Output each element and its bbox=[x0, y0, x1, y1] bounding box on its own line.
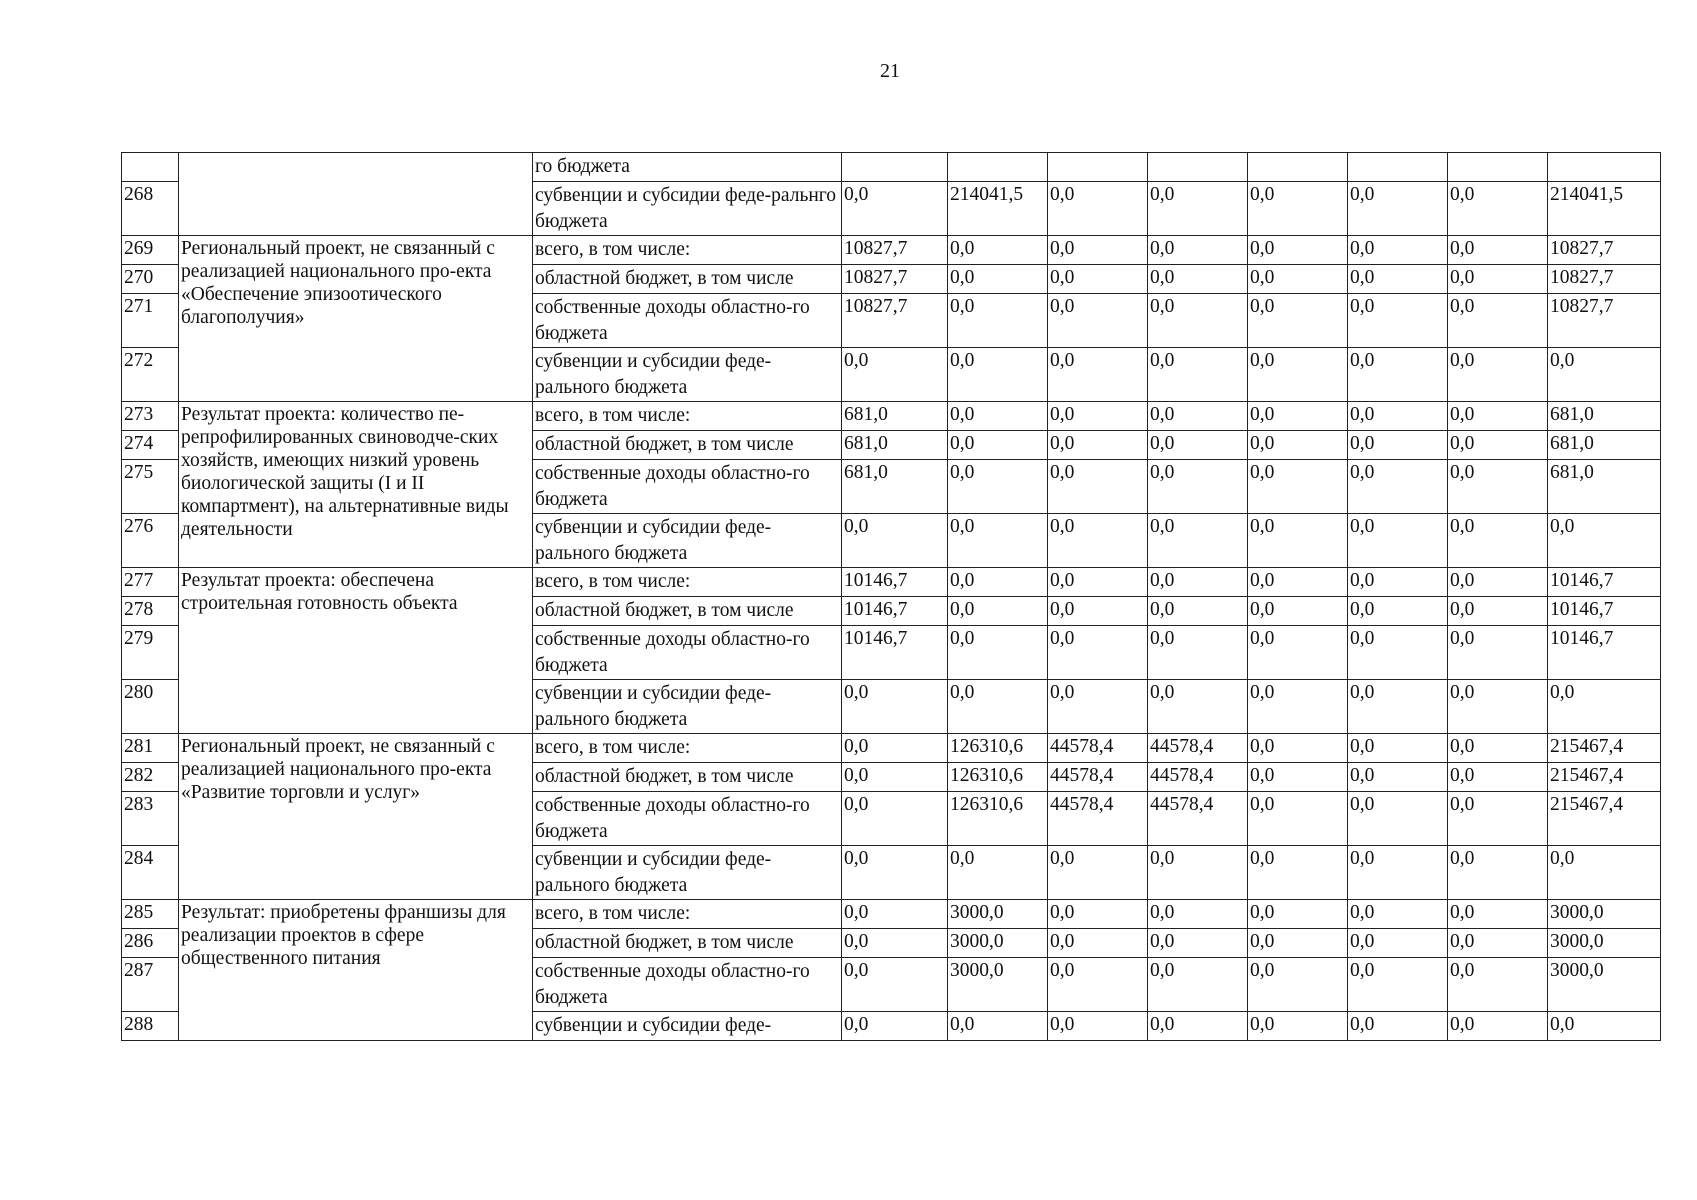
value-cell: 0,0 bbox=[1548, 680, 1661, 734]
table-row bbox=[122, 153, 1661, 182]
value-cell: 3000,0 bbox=[948, 900, 1048, 929]
value-cell: 0,0 bbox=[1248, 626, 1348, 680]
value-cell: 0,0 bbox=[842, 734, 948, 763]
value-cell: 0,0 bbox=[1348, 294, 1448, 348]
value-cell: 215467,4 bbox=[1548, 792, 1661, 846]
description-cell: Региональный проект, не связанный с реализацией национального про-екта «Обеспечение эпизоотического благополучия» bbox=[179, 236, 533, 402]
value-cell: 0,0 bbox=[842, 900, 948, 929]
value-cell: 0,0 bbox=[948, 265, 1048, 294]
value-cell: 44578,4 bbox=[1148, 792, 1248, 846]
value-cell: 0,0 bbox=[948, 597, 1048, 626]
value-cell: 0,0 bbox=[842, 1012, 948, 1041]
value-cell: 44578,4 bbox=[1148, 763, 1248, 792]
funding-source-cell: всего, в том числе: bbox=[533, 900, 842, 929]
value-cell: 10146,7 bbox=[842, 597, 948, 626]
value-cell: 10146,7 bbox=[1548, 568, 1661, 597]
value-cell: 0,0 bbox=[1248, 568, 1348, 597]
value-cell: 0,0 bbox=[1348, 182, 1448, 236]
value-cell: 0,0 bbox=[1048, 182, 1148, 236]
value-cell: 681,0 bbox=[842, 431, 948, 460]
value-cell: 0,0 bbox=[1148, 460, 1248, 514]
value-cell: 0,0 bbox=[1148, 514, 1248, 568]
value-cell: 0,0 bbox=[1548, 846, 1661, 900]
value-cell: 0,0 bbox=[1148, 236, 1248, 265]
value-cell: 0,0 bbox=[1248, 431, 1348, 460]
row-number-cell: 286 bbox=[122, 929, 179, 958]
value-cell: 0,0 bbox=[948, 846, 1048, 900]
value-cell: 44578,4 bbox=[1048, 763, 1148, 792]
value-cell: 681,0 bbox=[842, 402, 948, 431]
value-cell: 0,0 bbox=[1148, 929, 1248, 958]
value-cell: 0,0 bbox=[1048, 958, 1148, 1012]
value-cell: 0,0 bbox=[1048, 294, 1148, 348]
value-cell: 0,0 bbox=[1448, 568, 1548, 597]
value-cell: 0,0 bbox=[1548, 1012, 1661, 1041]
table-row bbox=[122, 236, 1661, 265]
description-cell: Результат: приобретены франшизы для реализации проектов в сфере общественного питания bbox=[179, 900, 533, 1041]
value-cell: 0,0 bbox=[842, 958, 948, 1012]
value-cell bbox=[842, 153, 948, 182]
value-cell: 0,0 bbox=[1048, 929, 1148, 958]
value-cell: 0,0 bbox=[1248, 792, 1348, 846]
value-cell: 0,0 bbox=[842, 846, 948, 900]
value-cell: 0,0 bbox=[1048, 236, 1148, 265]
value-cell: 10146,7 bbox=[842, 626, 948, 680]
funding-source-cell: областной бюджет, в том числе bbox=[533, 929, 842, 958]
value-cell: 0,0 bbox=[948, 294, 1048, 348]
row-number-cell: 287 bbox=[122, 958, 179, 1012]
value-cell: 0,0 bbox=[1248, 900, 1348, 929]
value-cell: 0,0 bbox=[1248, 929, 1348, 958]
value-cell: 0,0 bbox=[1048, 846, 1148, 900]
value-cell: 0,0 bbox=[1448, 900, 1548, 929]
value-cell: 0,0 bbox=[1148, 348, 1248, 402]
row-number-cell: 279 bbox=[122, 626, 179, 680]
value-cell: 0,0 bbox=[1048, 597, 1148, 626]
table-row bbox=[122, 402, 1661, 431]
value-cell: 10827,7 bbox=[1548, 294, 1661, 348]
value-cell: 3000,0 bbox=[1548, 929, 1661, 958]
description-cell: Результат проекта: обеспечена строительная готовность объекта bbox=[179, 568, 533, 734]
funding-source-cell: областной бюджет, в том числе bbox=[533, 431, 842, 460]
value-cell: 0,0 bbox=[1148, 182, 1248, 236]
value-cell: 214041,5 bbox=[948, 182, 1048, 236]
description-cell bbox=[179, 153, 533, 236]
value-cell: 0,0 bbox=[1348, 626, 1448, 680]
value-cell: 0,0 bbox=[842, 763, 948, 792]
value-cell: 0,0 bbox=[1348, 431, 1448, 460]
value-cell: 0,0 bbox=[1448, 431, 1548, 460]
funding-source-cell: субвенции и субсидии феде-ральнго бюджета bbox=[533, 182, 842, 236]
row-number-cell bbox=[122, 153, 179, 182]
value-cell: 3000,0 bbox=[1548, 958, 1661, 1012]
value-cell: 0,0 bbox=[1348, 597, 1448, 626]
value-cell: 0,0 bbox=[1448, 792, 1548, 846]
value-cell: 44578,4 bbox=[1048, 792, 1148, 846]
value-cell: 0,0 bbox=[1448, 597, 1548, 626]
budget-table bbox=[121, 152, 1661, 1041]
value-cell: 681,0 bbox=[1548, 431, 1661, 460]
value-cell: 0,0 bbox=[1448, 734, 1548, 763]
funding-source-cell: субвенции и субсидии феде-рального бюджета bbox=[533, 680, 842, 734]
value-cell: 0,0 bbox=[1248, 402, 1348, 431]
row-number-cell: 274 bbox=[122, 431, 179, 460]
value-cell: 0,0 bbox=[1348, 792, 1448, 846]
value-cell: 215467,4 bbox=[1548, 734, 1661, 763]
value-cell: 0,0 bbox=[1348, 929, 1448, 958]
value-cell: 126310,6 bbox=[948, 734, 1048, 763]
value-cell: 0,0 bbox=[1248, 294, 1348, 348]
value-cell: 0,0 bbox=[1548, 348, 1661, 402]
value-cell: 0,0 bbox=[1448, 958, 1548, 1012]
row-number-cell: 288 bbox=[122, 1012, 179, 1041]
funding-source-cell: собственные доходы областно-го бюджета bbox=[533, 294, 842, 348]
value-cell: 0,0 bbox=[1448, 236, 1548, 265]
value-cell: 10827,7 bbox=[842, 236, 948, 265]
value-cell: 0,0 bbox=[842, 680, 948, 734]
value-cell: 0,0 bbox=[1448, 265, 1548, 294]
value-cell: 0,0 bbox=[1348, 265, 1448, 294]
value-cell: 0,0 bbox=[1248, 236, 1348, 265]
value-cell: 215467,4 bbox=[1548, 763, 1661, 792]
value-cell: 0,0 bbox=[1448, 348, 1548, 402]
row-number-cell: 269 bbox=[122, 236, 179, 265]
row-number-cell: 285 bbox=[122, 900, 179, 929]
value-cell: 0,0 bbox=[948, 626, 1048, 680]
funding-source-cell: субвенции и субсидии феде-рального бюджета bbox=[533, 348, 842, 402]
value-cell: 0,0 bbox=[1248, 265, 1348, 294]
value-cell: 0,0 bbox=[1448, 763, 1548, 792]
row-number-cell: 275 bbox=[122, 460, 179, 514]
row-number-cell: 284 bbox=[122, 846, 179, 900]
funding-source-cell: областной бюджет, в том числе bbox=[533, 265, 842, 294]
funding-source-cell: субвенции и субсидии феде-рального бюджета bbox=[533, 514, 842, 568]
value-cell: 0,0 bbox=[1148, 597, 1248, 626]
value-cell: 0,0 bbox=[948, 431, 1048, 460]
value-cell: 0,0 bbox=[948, 402, 1048, 431]
value-cell: 0,0 bbox=[1248, 680, 1348, 734]
table-row bbox=[122, 734, 1661, 763]
value-cell: 0,0 bbox=[948, 1012, 1048, 1041]
value-cell: 0,0 bbox=[948, 514, 1048, 568]
value-cell: 0,0 bbox=[1348, 846, 1448, 900]
value-cell: 0,0 bbox=[1448, 680, 1548, 734]
value-cell: 0,0 bbox=[948, 568, 1048, 597]
value-cell: 0,0 bbox=[1348, 236, 1448, 265]
funding-source-cell: областной бюджет, в том числе bbox=[533, 763, 842, 792]
value-cell: 0,0 bbox=[1348, 958, 1448, 1012]
funding-source-cell: субвенции и субсидии феде- bbox=[533, 1012, 842, 1041]
value-cell: 3000,0 bbox=[948, 929, 1048, 958]
value-cell: 0,0 bbox=[1448, 294, 1548, 348]
value-cell: 0,0 bbox=[1348, 1012, 1448, 1041]
value-cell: 0,0 bbox=[1148, 402, 1248, 431]
value-cell: 126310,6 bbox=[948, 792, 1048, 846]
page-number: 21 bbox=[880, 60, 900, 82]
value-cell: 0,0 bbox=[1048, 431, 1148, 460]
row-number-cell: 268 bbox=[122, 182, 179, 236]
value-cell: 0,0 bbox=[948, 460, 1048, 514]
value-cell: 0,0 bbox=[1448, 182, 1548, 236]
value-cell: 0,0 bbox=[1248, 1012, 1348, 1041]
funding-source-cell: всего, в том числе: bbox=[533, 734, 842, 763]
value-cell: 681,0 bbox=[1548, 460, 1661, 514]
value-cell: 0,0 bbox=[1448, 846, 1548, 900]
value-cell: 0,0 bbox=[1348, 460, 1448, 514]
row-number-cell: 271 bbox=[122, 294, 179, 348]
value-cell bbox=[1448, 153, 1548, 182]
value-cell: 10827,7 bbox=[1548, 265, 1661, 294]
value-cell: 0,0 bbox=[1148, 958, 1248, 1012]
value-cell: 0,0 bbox=[842, 348, 948, 402]
value-cell: 0,0 bbox=[1548, 514, 1661, 568]
value-cell: 0,0 bbox=[842, 182, 948, 236]
value-cell: 10827,7 bbox=[1548, 236, 1661, 265]
value-cell: 0,0 bbox=[1048, 626, 1148, 680]
value-cell: 0,0 bbox=[1048, 402, 1148, 431]
value-cell: 0,0 bbox=[842, 514, 948, 568]
value-cell: 0,0 bbox=[1348, 900, 1448, 929]
value-cell: 0,0 bbox=[1148, 265, 1248, 294]
value-cell: 126310,6 bbox=[948, 763, 1048, 792]
description-cell: Результат проекта: количество пе-репрофилированных свиноводче-ских хозяйств, имеющих низкий уровень биологической защиты (I и II компартмент), на альтернативные виды деятельности bbox=[179, 402, 533, 568]
value-cell: 10827,7 bbox=[842, 265, 948, 294]
funding-source-cell: собственные доходы областно-го бюджета bbox=[533, 626, 842, 680]
budget-table-body bbox=[122, 153, 1661, 1041]
value-cell: 0,0 bbox=[948, 236, 1048, 265]
row-number-cell: 270 bbox=[122, 265, 179, 294]
value-cell: 0,0 bbox=[1148, 568, 1248, 597]
value-cell: 0,0 bbox=[1348, 514, 1448, 568]
row-number-cell: 278 bbox=[122, 597, 179, 626]
value-cell: 44578,4 bbox=[1048, 734, 1148, 763]
value-cell: 10146,7 bbox=[1548, 626, 1661, 680]
value-cell: 0,0 bbox=[948, 348, 1048, 402]
value-cell: 10827,7 bbox=[842, 294, 948, 348]
value-cell: 0,0 bbox=[1248, 763, 1348, 792]
row-number-cell: 280 bbox=[122, 680, 179, 734]
value-cell: 0,0 bbox=[1448, 1012, 1548, 1041]
value-cell: 0,0 bbox=[1348, 568, 1448, 597]
value-cell: 0,0 bbox=[1048, 900, 1148, 929]
table-row bbox=[122, 900, 1661, 929]
value-cell: 0,0 bbox=[1248, 597, 1348, 626]
value-cell: 0,0 bbox=[1348, 402, 1448, 431]
value-cell: 0,0 bbox=[1448, 626, 1548, 680]
value-cell: 0,0 bbox=[1348, 680, 1448, 734]
value-cell: 214041,5 bbox=[1548, 182, 1661, 236]
value-cell: 0,0 bbox=[1148, 680, 1248, 734]
value-cell: 0,0 bbox=[1148, 1012, 1248, 1041]
value-cell: 0,0 bbox=[1248, 514, 1348, 568]
value-cell bbox=[1148, 153, 1248, 182]
funding-source-cell: областной бюджет, в том числе bbox=[533, 597, 842, 626]
value-cell: 10146,7 bbox=[1548, 597, 1661, 626]
value-cell: 0,0 bbox=[1048, 348, 1148, 402]
funding-source-cell: субвенции и субсидии феде-рального бюджета bbox=[533, 846, 842, 900]
value-cell bbox=[948, 153, 1048, 182]
value-cell: 0,0 bbox=[1448, 929, 1548, 958]
value-cell: 0,0 bbox=[842, 792, 948, 846]
value-cell: 681,0 bbox=[1548, 402, 1661, 431]
funding-source-cell: собственные доходы областно-го бюджета bbox=[533, 958, 842, 1012]
value-cell: 0,0 bbox=[1348, 734, 1448, 763]
funding-source-cell: го бюджета bbox=[533, 153, 842, 182]
value-cell: 0,0 bbox=[1048, 680, 1148, 734]
row-number-cell: 273 bbox=[122, 402, 179, 431]
value-cell: 0,0 bbox=[1248, 460, 1348, 514]
value-cell: 0,0 bbox=[1148, 626, 1248, 680]
value-cell: 10146,7 bbox=[842, 568, 948, 597]
value-cell: 0,0 bbox=[1248, 958, 1348, 1012]
table-row bbox=[122, 568, 1661, 597]
value-cell: 0,0 bbox=[1048, 514, 1148, 568]
funding-source-cell: всего, в том числе: bbox=[533, 568, 842, 597]
value-cell: 0,0 bbox=[1248, 348, 1348, 402]
value-cell bbox=[1048, 153, 1148, 182]
value-cell: 0,0 bbox=[1048, 265, 1148, 294]
funding-source-cell: всего, в том числе: bbox=[533, 402, 842, 431]
value-cell: 681,0 bbox=[842, 460, 948, 514]
value-cell: 0,0 bbox=[1048, 1012, 1148, 1041]
value-cell: 0,0 bbox=[1148, 431, 1248, 460]
value-cell: 0,0 bbox=[1348, 348, 1448, 402]
value-cell: 0,0 bbox=[1248, 734, 1348, 763]
value-cell: 3000,0 bbox=[1548, 900, 1661, 929]
value-cell: 0,0 bbox=[1148, 900, 1248, 929]
funding-source-cell: собственные доходы областно-го бюджета bbox=[533, 792, 842, 846]
row-number-cell: 277 bbox=[122, 568, 179, 597]
value-cell bbox=[1548, 153, 1661, 182]
value-cell: 0,0 bbox=[1048, 568, 1148, 597]
value-cell: 3000,0 bbox=[948, 958, 1048, 1012]
value-cell: 44578,4 bbox=[1148, 734, 1248, 763]
value-cell: 0,0 bbox=[1448, 402, 1548, 431]
value-cell: 0,0 bbox=[842, 929, 948, 958]
row-number-cell: 272 bbox=[122, 348, 179, 402]
value-cell: 0,0 bbox=[948, 680, 1048, 734]
value-cell bbox=[1248, 153, 1348, 182]
row-number-cell: 281 bbox=[122, 734, 179, 763]
value-cell: 0,0 bbox=[1048, 460, 1148, 514]
value-cell: 0,0 bbox=[1248, 182, 1348, 236]
value-cell bbox=[1348, 153, 1448, 182]
value-cell: 0,0 bbox=[1448, 460, 1548, 514]
funding-source-cell: всего, в том числе: bbox=[533, 236, 842, 265]
value-cell: 0,0 bbox=[1148, 846, 1248, 900]
row-number-cell: 283 bbox=[122, 792, 179, 846]
row-number-cell: 276 bbox=[122, 514, 179, 568]
row-number-cell: 282 bbox=[122, 763, 179, 792]
description-cell: Региональный проект, не связанный с реализацией национального про-екта «Развитие торговли и услуг» bbox=[179, 734, 533, 900]
value-cell: 0,0 bbox=[1448, 514, 1548, 568]
value-cell: 0,0 bbox=[1348, 763, 1448, 792]
value-cell: 0,0 bbox=[1148, 294, 1248, 348]
value-cell: 0,0 bbox=[1248, 846, 1348, 900]
funding-source-cell: собственные доходы областно-го бюджета bbox=[533, 460, 842, 514]
